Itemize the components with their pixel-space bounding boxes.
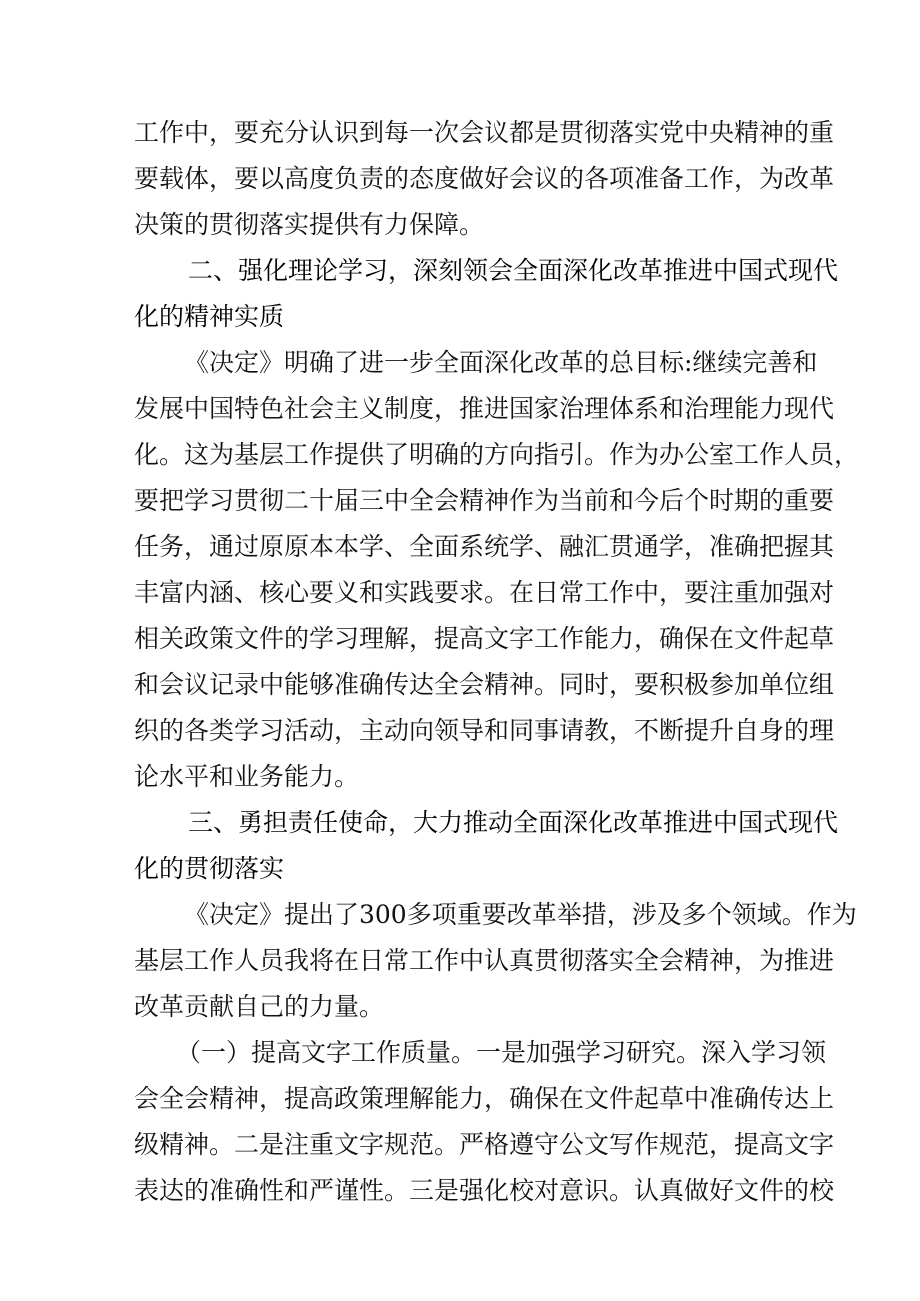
paragraph-decision-goal bbox=[134, 340, 860, 800]
paragraph-writing-quality bbox=[134, 1030, 835, 1214]
text-line: 任务，通过原原本本学、全面系统学、融汇贯通学，准确把握其 bbox=[134, 532, 835, 561]
section-heading-3 bbox=[134, 800, 839, 892]
text-line: 表达的准确性和严谨性。三是强化校对意识。认真做好文件的校 bbox=[134, 1176, 835, 1205]
text-line: 织的各类学习活动，主动向领导和同事请教，不断提升自身的理 bbox=[134, 716, 835, 745]
text-line: 改革贡献自己的力量。 bbox=[134, 992, 385, 1021]
text-line: 工作中，要充分认识到每一次会议都是贯彻落实党中央精神的重 bbox=[134, 118, 835, 147]
text-line: 基层工作人员我将在日常工作中认真贯彻落实全会精神，为推进 bbox=[134, 946, 835, 975]
text-line: 相关政策文件的学习理解，提高文字工作能力，确保在文件起草 bbox=[134, 624, 835, 653]
text-line: （一）提高文字工作质量。一是加强学习研究。深入学习领 bbox=[176, 1038, 827, 1067]
section-heading-2 bbox=[134, 248, 839, 340]
text-line: 丰富内涵、核心要义和实践要求。在日常工作中，要注重加强对 bbox=[134, 578, 835, 607]
text-line: 和会议记录中能够准确传达全会精神。同时，要积极参加单位组 bbox=[134, 670, 835, 699]
text-line: 化。这为基层工作提供了明确的方向指引。作为办公室工作人员， bbox=[134, 440, 860, 469]
paragraph-continued bbox=[134, 110, 835, 248]
text-line: 会全会精神，提高政策理解能力，确保在文件起草中准确传达上 bbox=[134, 1084, 835, 1113]
text-line: 《决定》提出了300多项重要改革举措，涉及多个领域。作为 bbox=[184, 900, 857, 929]
heading-line: 二、强化理论学习，深刻领会全面深化改革推进中国式现代 bbox=[188, 256, 839, 285]
text-line: 发展中国特色社会主义制度，推进国家治理体系和治理能力现代 bbox=[134, 394, 835, 423]
text-line: 《决定》明确了进一步全面深化改革的总目标:继续完善和 bbox=[184, 348, 818, 377]
heading-line: 化的精神实质 bbox=[134, 302, 285, 331]
text-line: 决策的贯彻落实提供有力保障。 bbox=[134, 210, 485, 239]
text-line: 要把学习贯彻二十届三中全会精神作为当前和今后个时期的重要 bbox=[134, 486, 835, 515]
text-line: 论水平和业务能力。 bbox=[134, 762, 360, 791]
text-line: 要载体，要以高度负责的态度做好会议的各项准备工作，为改革 bbox=[134, 164, 835, 193]
paragraph-reform-measures bbox=[134, 892, 857, 1030]
text-line: 级精神。二是注重文字规范。严格遵守公文写作规范，提高文字 bbox=[134, 1130, 835, 1159]
heading-line: 三、勇担责任使命，大力推动全面深化改革推进中国式现代 bbox=[188, 808, 839, 837]
document-body bbox=[134, 110, 860, 1214]
heading-line: 化的贯彻落实 bbox=[134, 854, 285, 883]
